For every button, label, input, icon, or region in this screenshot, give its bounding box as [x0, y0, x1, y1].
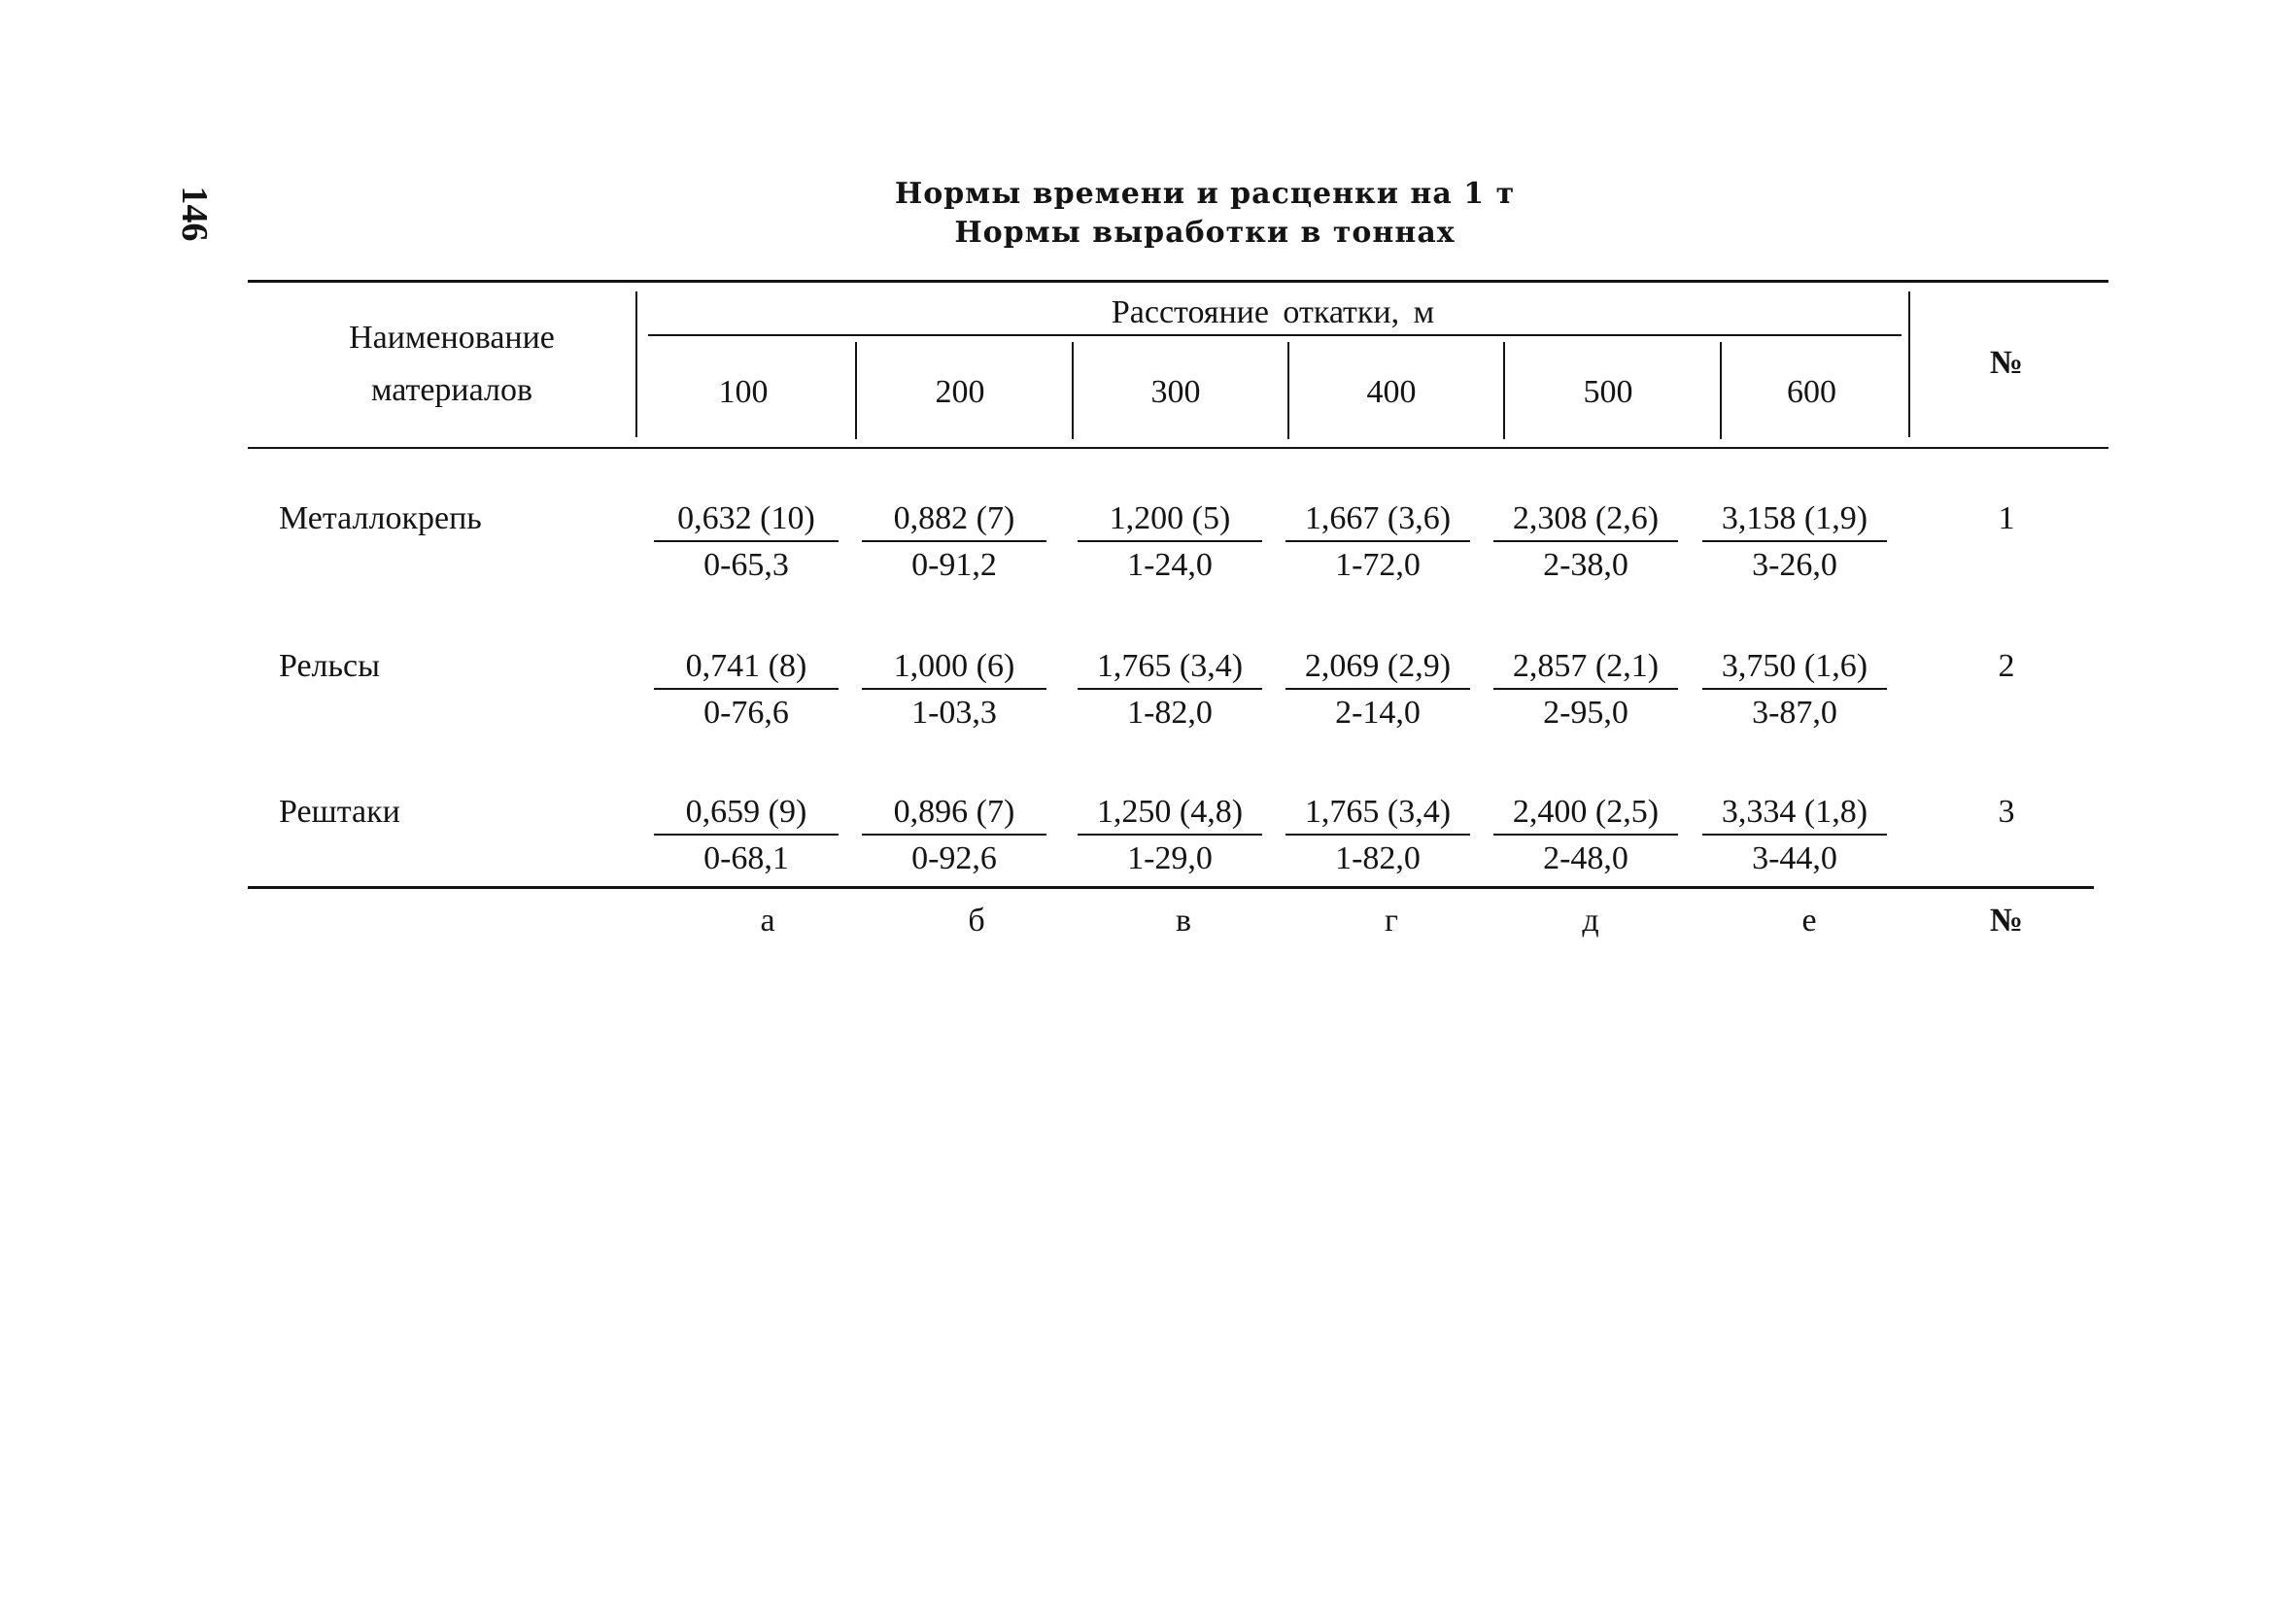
row-name-3: Рештаки: [279, 794, 400, 830]
column-letter-e: е: [1801, 903, 1817, 939]
cell-price: 2-48,0: [1543, 840, 1628, 876]
cell-norm: 1,765 (3,4): [1078, 647, 1262, 690]
group-header-rule: [648, 334, 1902, 336]
header-distance-400: 400: [1366, 374, 1417, 410]
page-title: [602, 175, 1807, 253]
cell-norm: 3,750 (1,6): [1702, 647, 1887, 690]
table-top-rule: [248, 280, 2108, 283]
column-letter-a: а: [760, 903, 775, 939]
cell-price: 0-65,3: [703, 547, 789, 583]
row-name-2: Рельсы: [279, 648, 380, 684]
cell-price: 1-82,0: [1335, 840, 1421, 876]
title-line-2: Нормы выработки в тоннах: [954, 216, 1456, 250]
row-number-3: 3: [1998, 794, 2015, 830]
cell-price: 3-87,0: [1752, 695, 1837, 731]
header-bottom-rule: [248, 447, 2108, 449]
cell-price: 1-24,0: [1127, 547, 1213, 583]
column-letter-d: д: [1582, 903, 1599, 939]
cell-norm: 3,158 (1,9): [1702, 499, 1887, 542]
header-distance-group: Расстояние откатки, м: [1111, 294, 1435, 330]
cell-norm: 2,400 (2,5): [1493, 793, 1678, 836]
cell-norm: 2,857 (2,1): [1493, 647, 1678, 690]
table-cell: [654, 793, 839, 878]
header-divider-col-1: [855, 342, 857, 439]
cell-norm: 3,334 (1,8): [1702, 793, 1887, 836]
table-cell: [1285, 793, 1470, 878]
header-name-line-2: материалов: [370, 372, 533, 408]
table-cell: [1078, 793, 1262, 878]
header-name-line-1: Наименование: [349, 320, 555, 356]
cell-price: 1-03,3: [911, 695, 997, 731]
table-cell: [1702, 499, 1887, 585]
table-cell: [1285, 499, 1470, 585]
column-letter-v: в: [1175, 903, 1192, 939]
cell-price: 3-26,0: [1752, 547, 1837, 583]
table-cell: [862, 499, 1046, 585]
table-cell: [1702, 647, 1887, 733]
row-name-1: Металлокрепь: [279, 500, 482, 536]
header-divider-col-4: [1503, 342, 1505, 439]
footer-number: №: [1989, 903, 2024, 939]
header-number: №: [1989, 345, 2024, 381]
table-cell: [1285, 647, 1470, 733]
table-cell: [654, 499, 839, 585]
table-cell: [654, 647, 839, 733]
cell-norm: 0,741 (8): [654, 647, 839, 690]
table-cell: [1493, 499, 1678, 585]
page-number: 146: [174, 186, 215, 242]
cell-norm: 1,765 (3,4): [1285, 793, 1470, 836]
column-letter-b: б: [968, 903, 985, 939]
table-cell: [1078, 647, 1262, 733]
table-cell: [1702, 793, 1887, 878]
cell-norm: 2,308 (2,6): [1493, 499, 1678, 542]
header-distance-100: 100: [718, 374, 769, 410]
cell-price: 0-92,6: [911, 840, 997, 876]
cell-price: 0-68,1: [703, 840, 789, 876]
row-number-2: 2: [1998, 648, 2015, 684]
cell-price: 2-14,0: [1335, 695, 1421, 731]
cell-norm: 1,200 (5): [1078, 499, 1262, 542]
cell-norm: 1,000 (6): [862, 647, 1046, 690]
title-line-1: Нормы времени и расценки на 1 т: [894, 177, 1516, 211]
cell-price: 1-82,0: [1127, 695, 1213, 731]
cell-price: 3-44,0: [1752, 840, 1837, 876]
cell-norm: 0,882 (7): [862, 499, 1046, 542]
header-divider-name: [635, 291, 637, 437]
row-number-1: 1: [1998, 500, 2015, 536]
table-cell: [1493, 793, 1678, 878]
cell-price: 2-95,0: [1543, 695, 1628, 731]
table-bottom-rule: [248, 886, 2094, 889]
cell-norm: 1,667 (3,6): [1285, 499, 1470, 542]
cell-norm: 0,896 (7): [862, 793, 1046, 836]
header-distance-600: 600: [1787, 374, 1836, 410]
column-letter-g: г: [1385, 903, 1398, 939]
header-distance-200: 200: [935, 374, 985, 410]
table-cell: [862, 647, 1046, 733]
cell-price: 1-29,0: [1127, 840, 1213, 876]
header-distance-500: 500: [1583, 374, 1633, 410]
norms-table: [248, 280, 2108, 939]
cell-norm: 2,069 (2,9): [1285, 647, 1470, 690]
table-cell: [1493, 647, 1678, 733]
table-cell: [862, 793, 1046, 878]
cell-price: 2-38,0: [1543, 547, 1628, 583]
header-distance-300: 300: [1150, 374, 1201, 410]
cell-price: 1-72,0: [1335, 547, 1421, 583]
cell-norm: 0,659 (9): [654, 793, 839, 836]
header-divider-number: [1908, 291, 1910, 437]
cell-price: 0-91,2: [911, 547, 997, 583]
cell-norm: 1,250 (4,8): [1078, 793, 1262, 836]
cell-price: 0-76,6: [703, 695, 789, 731]
table-cell: [1078, 499, 1262, 585]
cell-norm: 0,632 (10): [654, 499, 839, 542]
